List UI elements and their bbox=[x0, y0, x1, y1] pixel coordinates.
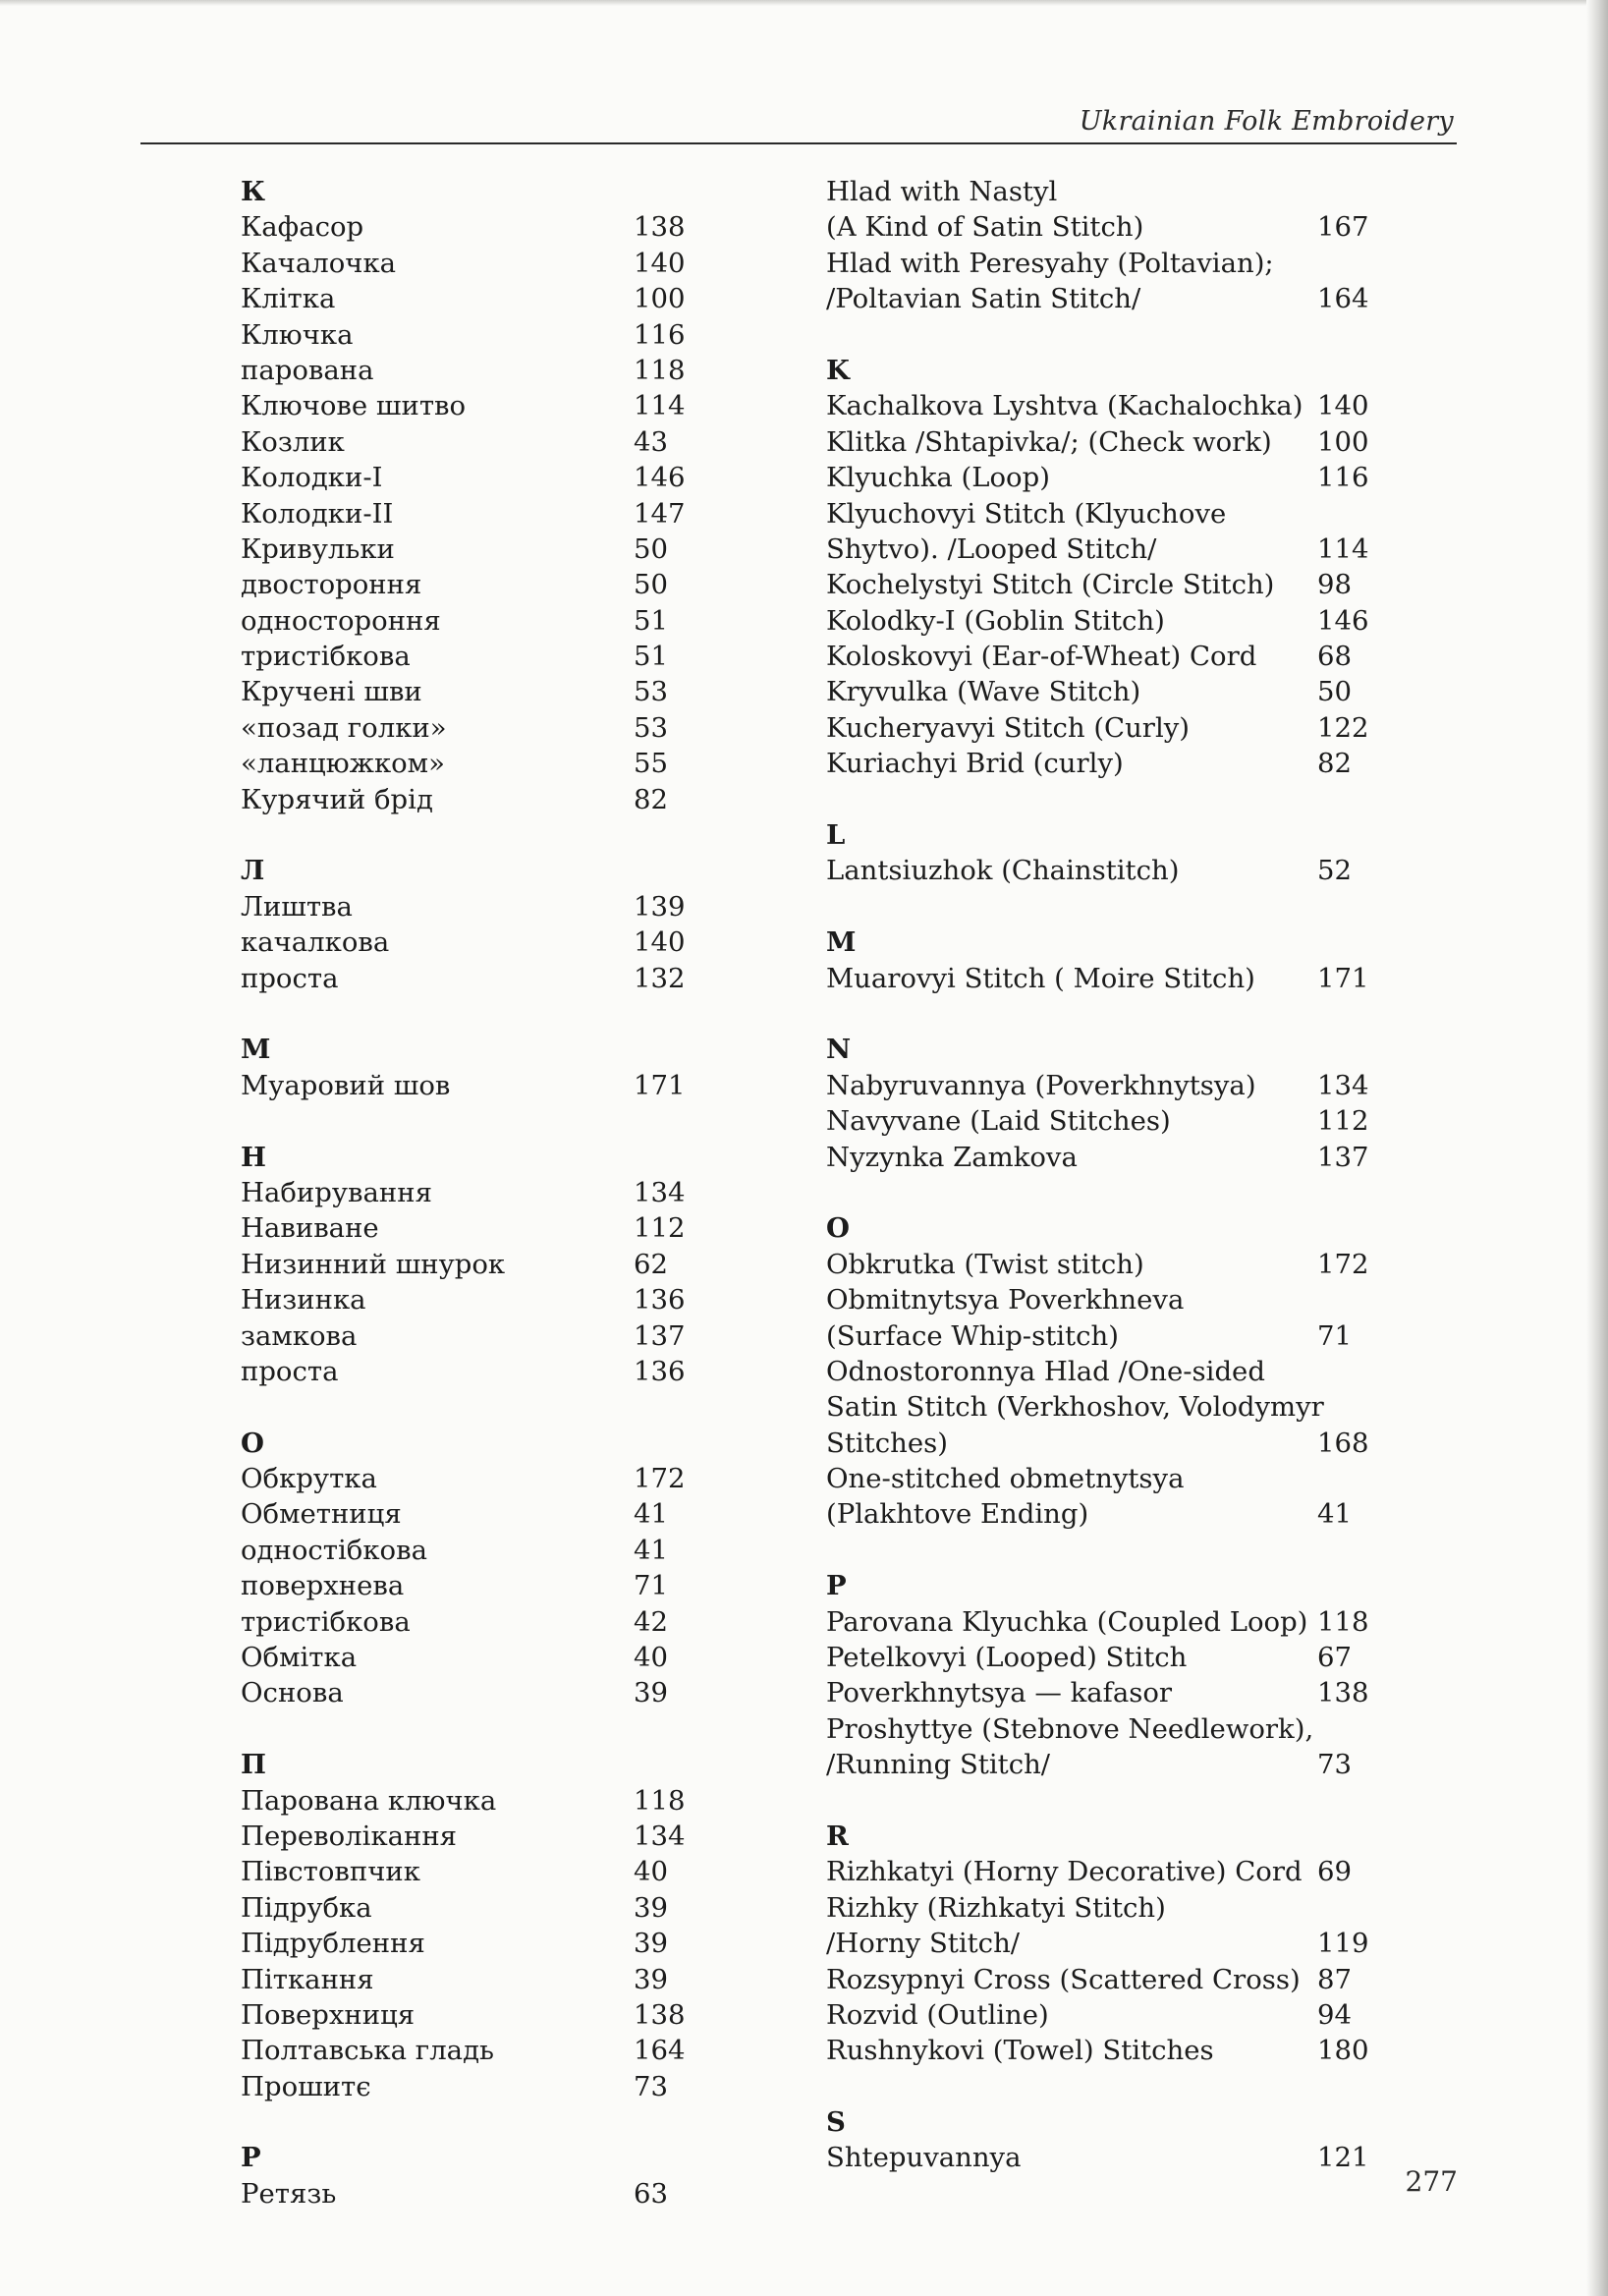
index-page-ref: 52 bbox=[1317, 855, 1352, 887]
index-page-ref: 114 bbox=[1317, 532, 1369, 565]
index-entry bbox=[241, 1962, 702, 1997]
index-entry bbox=[241, 496, 702, 532]
index-term: Обкрутка bbox=[241, 1463, 377, 1495]
section-gap bbox=[826, 1783, 1376, 1819]
index-term: Rizhkatyi (Horny Decorative) Cord bbox=[826, 1856, 1303, 1888]
index-term: Набирування bbox=[241, 1176, 432, 1208]
index-page-ref: 39 bbox=[634, 1677, 668, 1709]
index-term: Kochelystyi Stitch (Circle Stitch) bbox=[826, 569, 1275, 601]
index-column-left bbox=[241, 174, 702, 2212]
index-page-ref: 40 bbox=[634, 1856, 668, 1888]
index-letter-heading: Р bbox=[241, 2142, 261, 2174]
page-top-edge bbox=[0, 0, 1608, 6]
index-entry bbox=[826, 1247, 1376, 1282]
index-page-ref: 121 bbox=[1317, 2142, 1369, 2174]
index-page-ref: 132 bbox=[634, 962, 686, 994]
index-entry bbox=[241, 1282, 702, 1317]
index-term: Ключове шитво bbox=[241, 390, 467, 422]
index-entry bbox=[826, 1318, 1376, 1354]
index-page-ref: 137 bbox=[634, 1319, 686, 1352]
section-gap bbox=[241, 817, 702, 853]
index-term: Обметниця bbox=[241, 1498, 402, 1531]
index-page-ref: 138 bbox=[1317, 1677, 1369, 1709]
index-letter-heading: L bbox=[826, 819, 846, 852]
index-term: Парована ключка bbox=[241, 1784, 497, 1817]
index-page-ref: 164 bbox=[1317, 283, 1369, 315]
index-entry bbox=[826, 2033, 1376, 2068]
index-term: Кручені шви bbox=[241, 676, 422, 708]
index-entry bbox=[826, 639, 1376, 674]
index-page-ref: 51 bbox=[634, 641, 668, 673]
page-number: 277 bbox=[1405, 2165, 1458, 2198]
index-term: Піткання bbox=[241, 1963, 374, 1995]
index-letter-heading: M bbox=[826, 926, 857, 959]
index-page-ref: 73 bbox=[1317, 1749, 1352, 1781]
index-entry bbox=[826, 1103, 1376, 1139]
index-term: /Running Stitch/ bbox=[826, 1749, 1051, 1781]
index-letter-heading: П bbox=[241, 1749, 266, 1781]
index-page-ref: 180 bbox=[1317, 2035, 1369, 2067]
index-page-ref: 147 bbox=[634, 497, 686, 530]
index-entry bbox=[241, 1496, 702, 1532]
index-term: Hlad with Nastyl bbox=[826, 176, 1058, 207]
index-entry bbox=[241, 2176, 702, 2212]
index-term: Низинний шнурок bbox=[241, 1248, 506, 1280]
index-term: Klyuchka (Loop) bbox=[826, 462, 1050, 494]
index-term: Koloskovyi (Ear-of-Wheat) Cord bbox=[826, 641, 1257, 673]
index-entry bbox=[241, 1890, 702, 1926]
index-entry bbox=[826, 209, 1376, 245]
index-letter-heading: K bbox=[826, 354, 850, 386]
index-page-ref: 118 bbox=[1317, 1605, 1369, 1638]
index-letter-heading: S bbox=[826, 2106, 846, 2139]
index-entry bbox=[241, 317, 702, 353]
index-page-ref: 73 bbox=[634, 2070, 668, 2102]
index-entry bbox=[241, 1568, 702, 1603]
index-page-ref: 50 bbox=[1317, 676, 1352, 708]
index-term: Obkrutka (Twist stitch) bbox=[826, 1248, 1144, 1280]
index-entry bbox=[241, 1640, 702, 1675]
index-page-ref: 171 bbox=[1317, 962, 1369, 994]
index-term: (A Kind of Satin Stitch) bbox=[826, 211, 1144, 244]
index-page-ref: 139 bbox=[634, 890, 686, 923]
index-entry bbox=[241, 1533, 702, 1568]
index-term: поверхнева bbox=[241, 1570, 405, 1602]
index-term: Satin Stitch (Verkhoshov, Volodymyr bbox=[826, 1391, 1324, 1424]
index-term: Rushnykovi (Towel) Stitches bbox=[826, 2035, 1214, 2067]
index-term: /Poltavian Satin Stitch/ bbox=[826, 283, 1141, 315]
index-page-ref: 118 bbox=[634, 1784, 686, 1817]
index-page-ref: 39 bbox=[634, 1928, 668, 1960]
index-term: одностібкова bbox=[241, 1534, 427, 1566]
index-entry bbox=[826, 1140, 1376, 1175]
index-entry bbox=[241, 782, 702, 817]
index-term: Rozvid (Outline) bbox=[826, 1998, 1049, 2031]
index-term: Кривульки bbox=[241, 532, 395, 565]
index-entry bbox=[826, 1496, 1376, 1532]
index-entry bbox=[241, 1175, 702, 1210]
section-gap bbox=[826, 1533, 1376, 1568]
index-term: двостороння bbox=[241, 569, 422, 601]
index-page-ref: 140 bbox=[634, 247, 686, 279]
index-entry bbox=[241, 924, 702, 960]
index-term: Ретязь bbox=[241, 2177, 337, 2210]
index-entry bbox=[826, 246, 1376, 281]
index-entry bbox=[241, 460, 702, 495]
index-entry bbox=[826, 388, 1376, 423]
index-entry bbox=[826, 674, 1376, 709]
index-column-right bbox=[826, 174, 1376, 2176]
index-page-ref: 112 bbox=[1317, 1105, 1369, 1138]
index-entry bbox=[826, 496, 1376, 532]
index-term: Качалочка bbox=[241, 247, 397, 279]
index-entry bbox=[826, 1389, 1376, 1425]
index-letter-heading: O bbox=[826, 1212, 850, 1245]
index-entry bbox=[826, 1890, 1376, 1926]
index-page-ref: 134 bbox=[634, 1820, 686, 1852]
index-page-ref: 140 bbox=[634, 926, 686, 959]
index-term: Obmitnytsya Poverkhneva bbox=[826, 1284, 1185, 1316]
index-term: Odnostoronnya Hlad /One-sided bbox=[826, 1355, 1265, 1387]
index-term: Ключка bbox=[241, 318, 354, 351]
index-entry bbox=[826, 961, 1376, 996]
section-gap bbox=[826, 2069, 1376, 2104]
index-page-ref: 71 bbox=[1317, 1319, 1352, 1352]
index-letter-heading: М bbox=[241, 1034, 271, 1066]
index-entry bbox=[826, 567, 1376, 602]
index-term: Stitches) bbox=[826, 1427, 948, 1459]
index-page-ref: 51 bbox=[634, 604, 668, 637]
index-term: «ланцюжком» bbox=[241, 748, 445, 780]
index-page-ref: 140 bbox=[1317, 390, 1369, 422]
index-term: проста bbox=[241, 962, 339, 994]
index-page-ref: 53 bbox=[634, 711, 668, 744]
index-term: Курячий брід bbox=[241, 783, 433, 815]
index-term: Підрублення bbox=[241, 1928, 425, 1960]
index-term: Shytvo). /Looped Stitch/ bbox=[826, 532, 1157, 565]
index-term: Полтавська гладь bbox=[241, 2035, 494, 2067]
index-term: Poverkhnytsya — kafasor bbox=[826, 1677, 1173, 1709]
index-term: проста bbox=[241, 1355, 339, 1387]
index-entry bbox=[241, 2033, 702, 2068]
index-page-ref: 43 bbox=[634, 425, 668, 458]
index-term: Nabyruvannya (Poverkhnytsya) bbox=[826, 1069, 1256, 1101]
index-page-ref: 82 bbox=[634, 783, 668, 815]
section-gap bbox=[241, 996, 702, 1032]
index-page-ref: 164 bbox=[634, 2035, 686, 2067]
index-entry bbox=[241, 961, 702, 996]
header-rule bbox=[140, 142, 1457, 144]
index-term: Klitka /Shtapivka/; (Check work) bbox=[826, 425, 1272, 458]
page-right-edge bbox=[1586, 0, 1608, 2296]
index-term: (Surface Whip-stitch) bbox=[826, 1319, 1119, 1352]
index-letter-heading: R bbox=[826, 1820, 849, 1852]
index-letter-heading: N bbox=[826, 1034, 852, 1066]
index-entry bbox=[241, 353, 702, 388]
index-page-ref: 50 bbox=[634, 532, 668, 565]
index-entry bbox=[826, 1640, 1376, 1675]
index-entry bbox=[241, 2069, 702, 2104]
index-entry bbox=[826, 1282, 1376, 1317]
index-entry bbox=[826, 1711, 1376, 1747]
index-page-ref: 119 bbox=[1317, 1928, 1369, 1960]
index-page-ref: 94 bbox=[1317, 1998, 1352, 2031]
index-page-ref: 67 bbox=[1317, 1642, 1352, 1674]
index-page-ref: 168 bbox=[1317, 1427, 1369, 1459]
index-term: Petelkovyi (Looped) Stitch bbox=[826, 1642, 1188, 1674]
section-gap bbox=[241, 1711, 702, 1747]
index-page-ref: 116 bbox=[634, 318, 686, 351]
index-page-ref: 138 bbox=[634, 211, 686, 244]
index-entry bbox=[241, 1461, 702, 1496]
index-entry bbox=[826, 1854, 1376, 1889]
index-page-ref: 138 bbox=[634, 1998, 686, 2031]
index-page-ref: 100 bbox=[1317, 425, 1369, 458]
index-page-ref: 50 bbox=[634, 569, 668, 601]
index-page-ref: 171 bbox=[634, 1069, 686, 1101]
index-entry bbox=[826, 603, 1376, 639]
index-term: Лиштва bbox=[241, 890, 353, 923]
index-page-ref: 146 bbox=[1317, 604, 1369, 637]
index-page-ref: 53 bbox=[634, 676, 668, 708]
section-gap bbox=[826, 1175, 1376, 1210]
index-page-ref: 172 bbox=[634, 1463, 686, 1495]
index-term: Klyuchovyi Stitch (Klyuchove bbox=[826, 497, 1227, 530]
index-term: (Plakhtove Ending) bbox=[826, 1498, 1089, 1531]
index-term: Колодки-ІІ bbox=[241, 497, 394, 530]
index-entry bbox=[826, 424, 1376, 460]
index-entry bbox=[826, 1461, 1376, 1496]
index-entry bbox=[826, 746, 1376, 781]
index-term: Прошитє bbox=[241, 2070, 371, 2102]
index-page-ref: 122 bbox=[1317, 711, 1369, 744]
index-term: Kryvulka (Wave Stitch) bbox=[826, 676, 1141, 708]
index-term: тристібкова bbox=[241, 641, 411, 673]
index-entry bbox=[826, 1747, 1376, 1782]
index-entry bbox=[241, 1210, 702, 1246]
section-gap bbox=[826, 889, 1376, 924]
running-head: Ukrainian Folk Embroidery bbox=[1079, 106, 1454, 137]
index-term: замкова bbox=[241, 1319, 358, 1352]
index-page-ref: 41 bbox=[634, 1498, 668, 1531]
index-page-ref: 55 bbox=[634, 748, 668, 780]
index-term: One-stitched obmetnytsya bbox=[826, 1463, 1185, 1495]
index-page-ref: 112 bbox=[634, 1212, 686, 1245]
index-entry bbox=[241, 424, 702, 460]
index-entry bbox=[241, 209, 702, 245]
index-page-ref: 69 bbox=[1317, 1856, 1352, 1888]
index-entry bbox=[826, 460, 1376, 495]
index-term: Parovana Klyuchka (Coupled Loop) bbox=[826, 1605, 1308, 1638]
index-term: Низинка bbox=[241, 1284, 366, 1316]
index-page-ref: 39 bbox=[634, 1891, 668, 1924]
index-entry bbox=[241, 603, 702, 639]
index-entry bbox=[241, 246, 702, 281]
index-entry bbox=[241, 532, 702, 567]
index-page-ref: 116 bbox=[1317, 462, 1369, 494]
index-page-ref: 42 bbox=[634, 1605, 668, 1638]
index-term: Lantsiuzhok (Chainstitch) bbox=[826, 855, 1180, 887]
index-entry bbox=[241, 1318, 702, 1354]
index-term: качалкова bbox=[241, 926, 390, 959]
index-entry bbox=[241, 1354, 702, 1389]
index-entry bbox=[826, 1997, 1376, 2033]
index-entry bbox=[826, 853, 1376, 888]
index-entry bbox=[241, 1926, 702, 1961]
index-entry bbox=[826, 1068, 1376, 1103]
index-entry bbox=[241, 281, 702, 316]
index-letter-heading: Н bbox=[241, 1141, 266, 1173]
index-term: парована bbox=[241, 354, 374, 386]
index-page-ref: 62 bbox=[634, 1248, 668, 1280]
index-letter-heading: О bbox=[241, 1427, 264, 1459]
index-page-ref: 68 bbox=[1317, 641, 1352, 673]
index-page-ref: 98 bbox=[1317, 569, 1352, 601]
index-page-ref: 100 bbox=[634, 283, 686, 315]
index-page-ref: 136 bbox=[634, 1284, 686, 1316]
index-term: Обмітка bbox=[241, 1642, 358, 1674]
index-entry bbox=[826, 1675, 1376, 1710]
index-page-ref: 146 bbox=[634, 462, 686, 494]
index-term: Муаровий шов bbox=[241, 1069, 451, 1101]
index-page-ref: 134 bbox=[634, 1176, 686, 1208]
index-term: Козлик bbox=[241, 425, 345, 458]
index-term: Hlad with Peresyahy (Poltavian); bbox=[826, 247, 1274, 279]
index-term: тристібкова bbox=[241, 1605, 411, 1638]
index-entry bbox=[241, 889, 702, 924]
index-entry bbox=[241, 639, 702, 674]
section-gap bbox=[241, 2104, 702, 2140]
index-entry bbox=[826, 2140, 1376, 2175]
index-entry bbox=[241, 1068, 702, 1103]
index-term: Поверхниця bbox=[241, 1998, 416, 2031]
index-entry bbox=[241, 674, 702, 709]
index-term: Навиване bbox=[241, 1212, 379, 1245]
section-gap bbox=[241, 1103, 702, 1139]
index-page-ref: 137 bbox=[1317, 1141, 1369, 1173]
index-entry bbox=[826, 532, 1376, 567]
index-page-ref: 41 bbox=[634, 1534, 668, 1566]
index-entry bbox=[241, 1997, 702, 2033]
index-entry bbox=[241, 1854, 702, 1889]
section-gap bbox=[241, 1389, 702, 1425]
index-entry bbox=[826, 1962, 1376, 1997]
section-gap bbox=[826, 317, 1376, 353]
index-term: Shtepuvannya bbox=[826, 2142, 1022, 2174]
index-page-ref: 71 bbox=[634, 1570, 668, 1602]
index-entry bbox=[241, 567, 702, 602]
index-page-ref: 118 bbox=[634, 354, 686, 386]
index-term: Півстовпчик bbox=[241, 1856, 420, 1888]
index-term: Основа bbox=[241, 1677, 344, 1709]
index-entry bbox=[826, 174, 1376, 209]
index-page-ref: 114 bbox=[634, 390, 686, 422]
index-term: Rizhky (Rizhkatyi Stitch) bbox=[826, 1891, 1166, 1924]
index-letter-heading: P bbox=[826, 1570, 847, 1602]
index-letter-heading: К bbox=[241, 176, 266, 207]
index-term: Muarovyi Stitch ( Moire Stitch) bbox=[826, 962, 1255, 994]
index-term: Підрубка bbox=[241, 1891, 372, 1924]
index-term: Proshyttye (Stebnove Needlework), bbox=[826, 1712, 1314, 1745]
index-term: Kolodky-I (Goblin Stitch) bbox=[826, 604, 1165, 637]
index-term: Rozsypnyi Cross (Scattered Cross) bbox=[826, 1963, 1301, 1995]
index-term: Переволікання bbox=[241, 1820, 458, 1852]
index-term: Клітка bbox=[241, 283, 336, 315]
index-entry bbox=[241, 710, 702, 746]
index-entry bbox=[826, 1354, 1376, 1389]
index-term: Kachalkova Lyshtva (Kachalochka) bbox=[826, 390, 1303, 422]
index-term: Колодки-І bbox=[241, 462, 383, 494]
index-page-ref: 39 bbox=[634, 1963, 668, 1995]
index-page-ref: 136 bbox=[634, 1355, 686, 1387]
index-page-ref: 41 bbox=[1317, 1498, 1352, 1531]
section-gap bbox=[826, 782, 1376, 817]
index-page-ref: 172 bbox=[1317, 1248, 1369, 1280]
index-term: «позад голки» bbox=[241, 711, 447, 744]
index-page-ref: 40 bbox=[634, 1642, 668, 1674]
index-entry bbox=[826, 1604, 1376, 1640]
index-term: Kuriachyi Brid (curly) bbox=[826, 748, 1124, 780]
index-letter-heading: Л bbox=[241, 855, 265, 887]
index-page-ref: 82 bbox=[1317, 748, 1352, 780]
index-term: Navyvane (Laid Stitches) bbox=[826, 1105, 1171, 1138]
index-entry bbox=[826, 1426, 1376, 1461]
index-entry bbox=[241, 1783, 702, 1819]
index-page-ref: 87 bbox=[1317, 1963, 1352, 1995]
index-entry bbox=[826, 1926, 1376, 1961]
index-page-ref: 134 bbox=[1317, 1069, 1369, 1101]
index-entry bbox=[826, 281, 1376, 316]
index-entry bbox=[241, 1675, 702, 1710]
index-page-ref: 167 bbox=[1317, 211, 1369, 244]
index-entry bbox=[241, 746, 702, 781]
index-term: Nyzynka Zamkova bbox=[826, 1141, 1078, 1173]
index-entry bbox=[241, 1604, 702, 1640]
index-term: одностороння bbox=[241, 604, 441, 637]
section-gap bbox=[826, 996, 1376, 1032]
index-term: Kucheryavyi Stitch (Curly) bbox=[826, 711, 1191, 744]
index-term: Кафасор bbox=[241, 211, 364, 244]
index-entry bbox=[241, 1247, 702, 1282]
index-entry bbox=[826, 710, 1376, 746]
index-term: /Horny Stitch/ bbox=[826, 1928, 1021, 1960]
index-entry bbox=[241, 388, 702, 423]
index-page-ref: 63 bbox=[634, 2177, 668, 2210]
index-entry bbox=[241, 1819, 702, 1854]
